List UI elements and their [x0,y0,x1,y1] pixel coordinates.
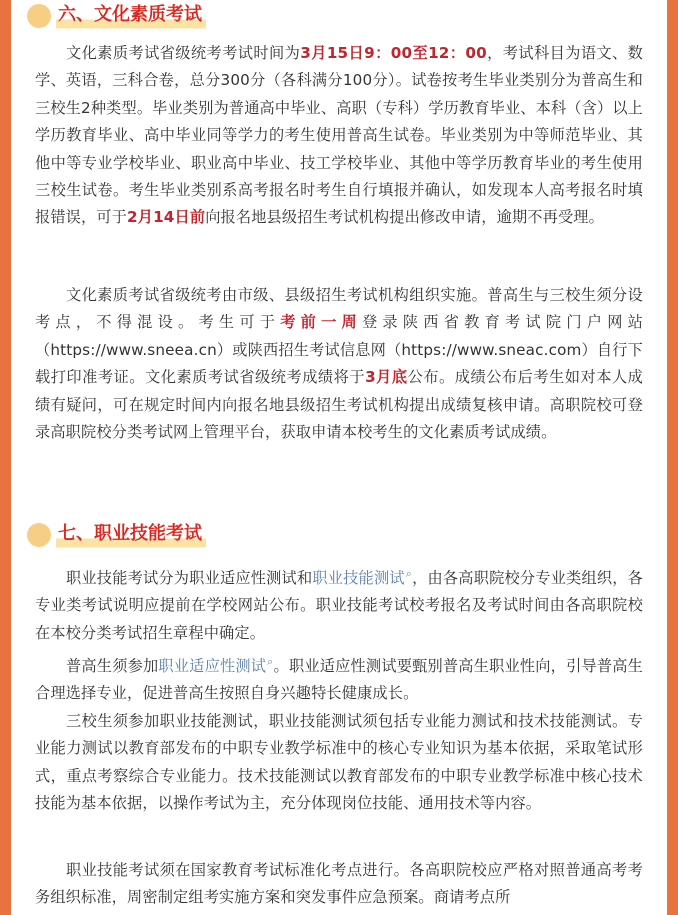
paragraph [35,560,643,647]
magnifier-icon[interactable]: ⌕ [405,567,413,580]
article-card [11,0,667,915]
body-text: 普高生须参加 [66,657,159,676]
search-link[interactable]: 职业技能测试 [312,569,405,588]
body-text: 。职业适应性测试要甄别普高生职业性向，引导普高生合理选择专业，促进普高生按照自身兴趣特长健康成长。 [35,657,643,703]
search-link[interactable]: 职业适应性测试 [158,657,267,676]
circle-bullet-icon [27,4,51,28]
paragraph [35,648,643,708]
paragraph [35,708,643,818]
circle-bullet-icon [27,523,51,547]
paragraph [35,282,643,446]
body-text: 职业技能考试分为职业适应性测试和 [66,569,313,588]
body-text: 登录陕西省教育考试院门户网站（https://www.sneea.cn）或陕西招生考试信息网（https://www.sneac.com）自行下载打印准考证。文化素质考试省级统考成绩将于 [35,313,643,387]
body-text: ，考试科目为语文、数学、英语，三科合卷，总分300分（各科满分100分）。试卷按考生毕业类别分为普高生和三校生2种类型。毕业类别为普通高中毕业、高职（专科）学历教育毕业、本科（含）以上学历教育毕业、高中毕业同等学力的考生使用普高生试卷。毕业类别为中等师范毕业、其他中等专业学校毕业、职业高中毕业、技工学校毕业、其他中等学历教育毕业的考生使用三校生试卷。考生毕业类别系高考报名时考生自行填报并确认，如发现本人高考报名时填报错误，可于 [35,44,644,227]
section-title: 六、文化素质考试 [56,1,206,31]
body-text: 三校生须参加职业技能测试，职业技能测试须包括专业能力测试和技术技能测试。专业能力测试以教育部发布的中职专业教学标准中的核心专业知识为基本依据，采取笔试形式，重点考察综合专业能力。技术技能测试以教育部发布的中职专业教学标准中核心技术技能为基本依据，以操作考试为主，充分体现岗位技能、通用技术等内容。 [35,712,643,813]
section-title: 七、职业技能考试 [56,520,206,550]
highlight-text: 3月底 [365,368,408,387]
highlight-text: 考前一周 [280,313,362,332]
body-text: 向报名地县级招生考试机构提出修改申请，逾期不再受理。 [205,208,604,227]
highlight-text: 2月14日前 [127,208,206,227]
paragraph [35,40,643,232]
body-text: 文化素质考试省级统考由市级、县级招生考试机构组织实施。普高生与三校生须分设考点，不得混设。考生可于 [35,286,643,332]
magnifier-icon[interactable]: ⌕ [267,655,274,668]
paragraph [35,857,643,912]
body-text: 公布。成绩公布后考生如对本人成绩有疑问，可在规定时间内向报名地县级招生考试机构提出成绩复核申请。高职院校可登录高职院校分类考试网上管理平台，获取申请本校考生的文化素质考试成绩。 [35,368,644,442]
body-text: 文化素质考试省级统考考试时间为 [66,44,301,62]
highlight-text: 3月15日9：00至12：00 [300,44,487,62]
body-text: ，由各高职院校分专业类组织，各专业类考试说明应提前在学校网站公布。职业技能考试校考报名及考试时间由各高职院校在本校分类考试招生章程中确定。 [35,569,644,642]
body-text: 职业技能考试须在国家教育考试标准化考点进行。各高职院校应严格对照普通高考考务组织标准，周密制定组考实施方案和突发事件应急预案。商请考点所 [35,861,643,907]
